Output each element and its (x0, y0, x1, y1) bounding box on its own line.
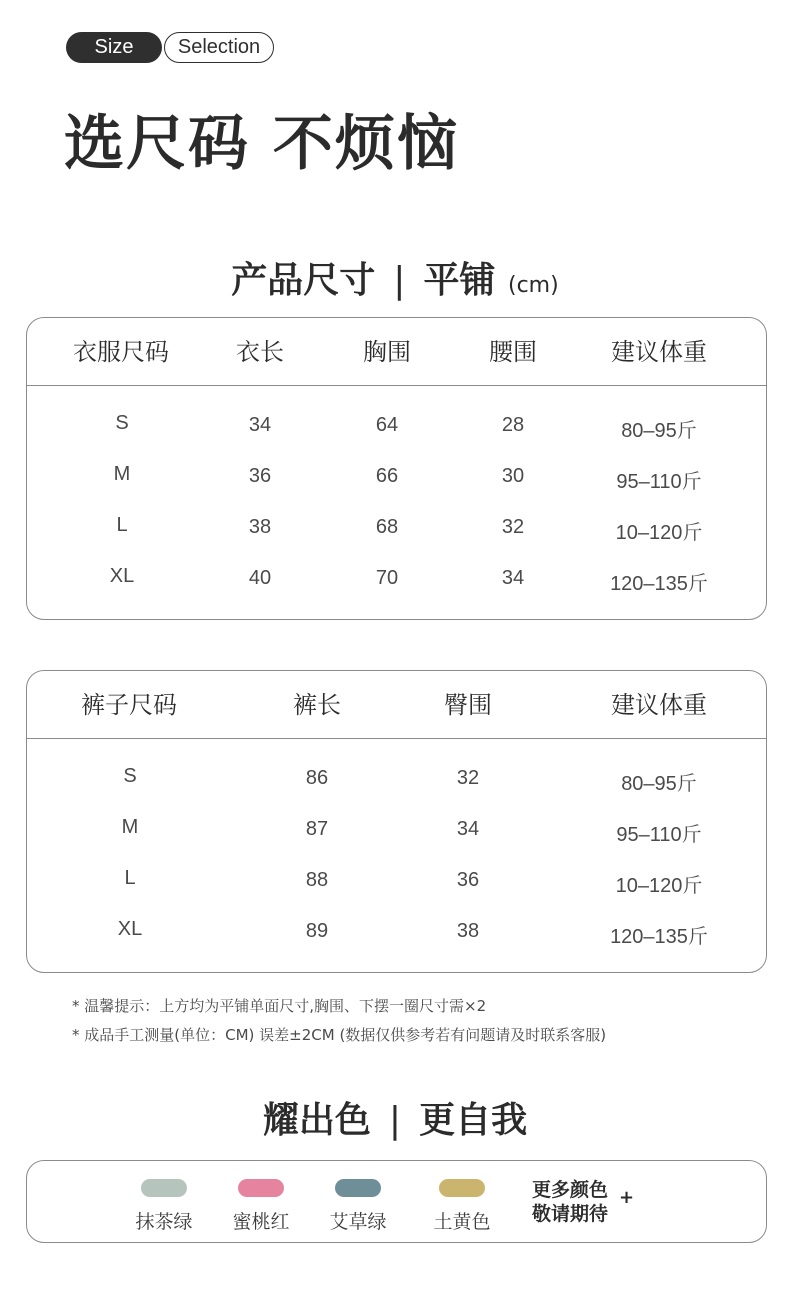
size-cell: L (124, 867, 136, 889)
title-separator: | (388, 1100, 402, 1141)
size-cell: L (116, 514, 128, 536)
header-pants-length: 裤长 (293, 691, 341, 719)
header-top-size: 衣服尺码 (73, 338, 169, 366)
colors-title-right: 更自我 (419, 1100, 528, 1141)
waist-cell: 28 (501, 414, 525, 436)
pants-length-cell: 87 (305, 818, 329, 840)
chest-cell: 70 (375, 567, 399, 589)
length-cell: 40 (248, 567, 272, 589)
chest-cell: 68 (375, 516, 399, 538)
header-pants-size: 裤子尺码 (81, 691, 177, 719)
weight-cell: 10–120斤 (615, 875, 703, 897)
waist-cell: 34 (501, 567, 525, 589)
chest-cell: 64 (375, 414, 399, 436)
swatch-label: 蜜桃红 (232, 1211, 290, 1233)
size-pill: Size (66, 32, 162, 63)
header-weight: 建议体重 (611, 691, 707, 719)
hip-cell: 38 (456, 920, 480, 942)
note-tolerance: * 成品手工测量(单位：CM) 误差±2CM (数据仅供参考若有问题请及时联系客服) (72, 1026, 607, 1044)
size-section-title (0, 252, 790, 303)
pants-size-table (26, 670, 767, 973)
swatch-label: 土黄色 (433, 1211, 491, 1233)
pants-length-cell: 86 (305, 767, 329, 789)
more-colors-note (532, 1178, 608, 1226)
waist-cell: 30 (501, 465, 525, 487)
size-cell: S (123, 765, 137, 787)
top-table-header (27, 318, 766, 386)
note-flat-measure: * 温馨提示：上方均为平铺单面尺寸,胸围、下摆一圈尺寸需×2 (72, 997, 487, 1015)
colors-title-left: 耀出色 (262, 1100, 371, 1141)
pants-length-cell: 88 (305, 869, 329, 891)
swatch-label: 艾草绿 (329, 1211, 387, 1233)
weight-cell: 120–135斤 (610, 573, 708, 595)
selection-pill: Selection (164, 32, 274, 63)
size-cell: M (121, 816, 139, 838)
weight-cell: 80–95斤 (621, 420, 697, 442)
title-separator: | (393, 260, 406, 301)
waist-cell: 32 (501, 516, 525, 538)
size-title-main: 产品尺寸 (231, 260, 376, 301)
chest-cell: 66 (375, 465, 399, 487)
size-title-sub: 平铺 (423, 260, 496, 301)
weight-cell: 120–135斤 (610, 926, 708, 948)
weight-cell: 95–110斤 (616, 824, 702, 846)
top-size-table (26, 317, 767, 620)
size-title-unit: (cm) (508, 273, 559, 298)
length-cell: 34 (248, 414, 272, 436)
size-cell: M (113, 463, 131, 485)
header-weight: 建议体重 (611, 338, 707, 366)
header-waist: 腰围 (489, 338, 537, 366)
hip-cell: 34 (456, 818, 480, 840)
hip-cell: 32 (456, 767, 480, 789)
pants-table-header (27, 671, 766, 739)
weight-cell: 10–120斤 (615, 522, 703, 544)
swatch-mugwort-green (335, 1179, 381, 1197)
swatch-matcha-green (141, 1179, 187, 1197)
swatch-peach-red (238, 1179, 284, 1197)
weight-cell: 95–110斤 (616, 471, 702, 493)
weight-cell: 80–95斤 (621, 773, 697, 795)
length-cell: 36 (248, 465, 272, 487)
pants-length-cell: 89 (305, 920, 329, 942)
color-options (26, 1160, 767, 1243)
size-cell: XL (117, 918, 143, 940)
hip-cell: 36 (456, 869, 480, 891)
size-cell: XL (109, 565, 135, 587)
length-cell: 38 (248, 516, 272, 538)
colors-section-title (0, 1092, 790, 1143)
more-colors-line2: 敬请期待 (532, 1203, 609, 1225)
header-chest: 胸围 (363, 338, 411, 366)
plus-icon: + (619, 1187, 635, 1208)
more-colors-line1: 更多颜色 (532, 1179, 609, 1201)
size-selection-badge (66, 32, 274, 63)
page-headline: 选尺码 不烦恼 (64, 109, 459, 179)
swatch-earth-yellow (439, 1179, 485, 1197)
swatch-label: 抹茶绿 (135, 1211, 193, 1233)
size-cell: S (115, 412, 129, 434)
header-length: 衣长 (236, 338, 284, 366)
header-hip: 臀围 (444, 691, 492, 719)
